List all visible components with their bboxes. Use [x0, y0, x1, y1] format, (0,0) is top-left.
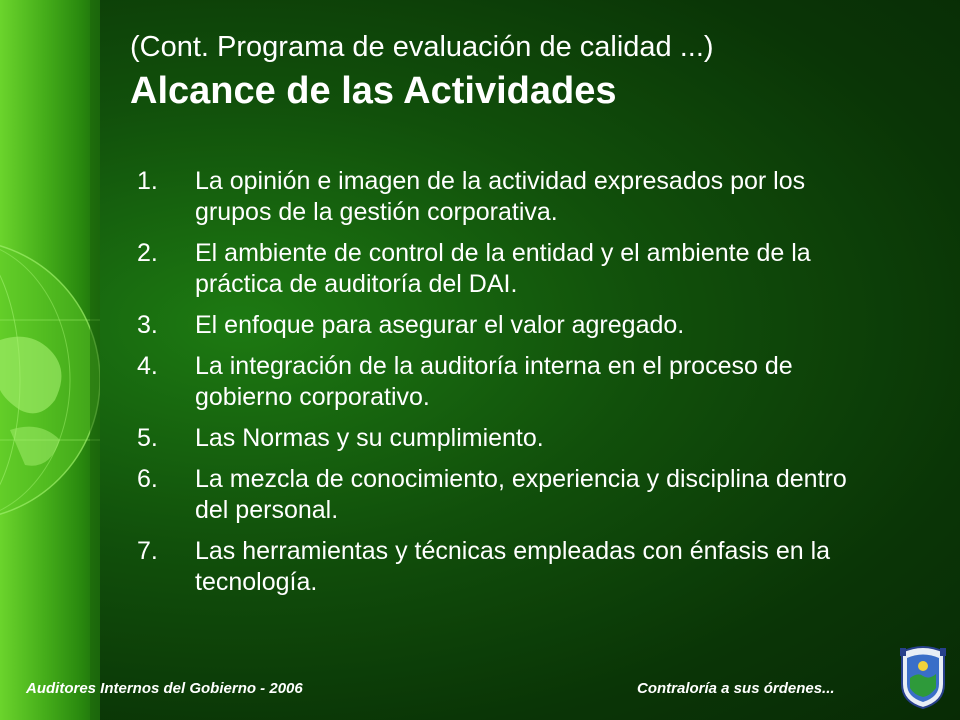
slide-header: [130, 28, 930, 114]
item-text: El ambiente de control de la entidad y el ambiente de la práctica de auditoría del DAI.: [195, 239, 811, 298]
item-text: Las herramientas y técnicas empleadas con énfasis en la tecnología.: [195, 537, 831, 596]
item-number: 6.: [137, 465, 158, 493]
item-text: El enfoque para asegurar el valor agregado.: [195, 311, 685, 339]
contraloria-logo: [898, 644, 948, 710]
item-number: 7.: [137, 537, 158, 565]
list-item: [137, 351, 877, 413]
item-number: 2.: [137, 239, 158, 267]
list-item: [137, 166, 877, 228]
item-number: 3.: [137, 311, 158, 339]
item-number: 5.: [137, 424, 158, 452]
item-number: 4.: [137, 352, 158, 380]
item-text: La integración de la auditoría interna en el proceso de gobierno corporativo.: [195, 352, 793, 411]
activity-list: [137, 166, 877, 608]
list-item: [137, 464, 877, 526]
footer-right-text: Contraloría a sus órdenes...: [637, 680, 835, 697]
item-text: Las Normas y su cumplimiento.: [195, 424, 544, 452]
footer-left-text: Auditores Internos del Gobierno - 2006: [26, 680, 303, 697]
left-decorative-panel: [0, 0, 100, 720]
item-number: 1.: [137, 167, 158, 195]
list-item: [137, 423, 877, 454]
item-text: La opinión e imagen de la actividad expresados por los grupos de la gestión corporativa.: [195, 167, 806, 226]
globe-graphic: [0, 0, 100, 720]
list-item: [137, 238, 877, 300]
slide-title: Alcance de las Actividades: [130, 70, 617, 112]
item-text: La mezcla de conocimiento, experiencia y disciplina dentro del personal.: [195, 465, 847, 524]
list-item: [137, 536, 877, 598]
list-item: [137, 310, 877, 341]
slide-subtitle: (Cont. Programa de evaluación de calidad ...): [130, 31, 714, 63]
